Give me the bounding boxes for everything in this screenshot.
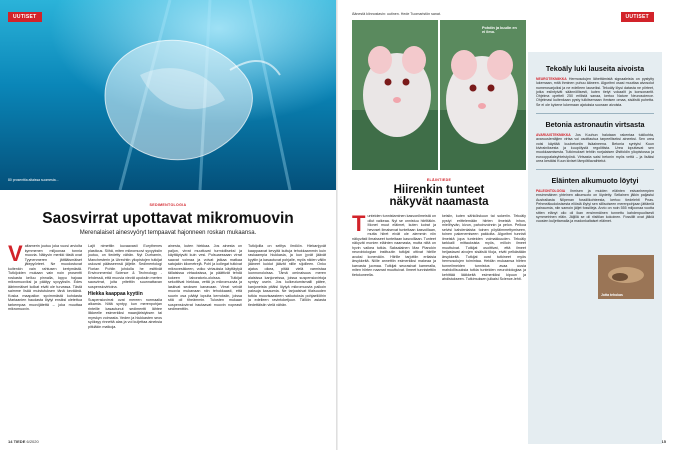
article-headline: Saosvirrat upottavat mikromuovin — [42, 210, 294, 227]
article-column-3 — [168, 244, 242, 440]
article-column-4 — [248, 244, 326, 440]
article-kicker-right: ELÄINTIEDE — [426, 178, 452, 182]
right-column-2-text: keisiin, kuten sähköiskuun tai sokeriin. Tekoäly pystyi erittelemään hiirten ilmeistä inhon, mielihyvän, kivun, pahoinvoinnin ja pelon. Pelkoa selvisi kahdenlaista: toinen pöytäimmettymiseen, toinen pakenemiseen pakkolta. Algoritmi tunnisti ilmeistä jopa tunteiden voimakkuuden. Tekoäly tarkkaili mittauksista myös, milloin ilmeet muuttuivat. Tutkijat osoittivat, että ilmeet heijastavat aivojen sisäisiä tiloja, eivät pelkästään ärsykkeitä. Tutkijat ovat tutkineet myös hermosolujen toimintaa. Heidän mukaansa hiirten tunneilmeiden tunnistus avaa uusia mahdollisuuksia tutkia tunteiden neurobiologiaa ja kehittää lääkkeitä esimerkiksi kipuun ja ahdistukseen. Tutkimuksen julkaisi Science-lehti. — [442, 214, 526, 281]
photo-caption: 80 prosenttia altaissa suomesta... — [8, 178, 59, 182]
article-column-1 — [8, 244, 82, 440]
news-sidebar — [528, 14, 662, 444]
sidebar-kicker-2: AVARUUSTEKNIIKKA — [536, 133, 571, 138]
sidebar-story-3 — [536, 189, 654, 223]
sidebar-kicker-1: NEUROTEKNIIKKA — [536, 77, 567, 81]
column-1-text: altamerin joutuu joka vuosi arviolta kymmenen miljoonaa tonnia muovia. Näkyvin merkki tästä ovat Tyynenmeren jättiläismäiset jätepyörteet. Ne muodostuvat kuitenkin vain rahtusen kertymästä. Tutkijoiden mukaan vain noin prosentti roskasta kelluu pinnalla, loppu hajoaa mikromuoviksi ja päätyy syvyyksiin. Edes äärimmäiset kolkat eivät ole turvassa. Tästä saimme lisää muistutuksen tänä keväänä. Koska maapallon syvimmästä kohdasta Mariaanien haudasta löytyi ensiksi oletettua tarkempaa muovijätettä – joka muuttaa mikromuovin. — [8, 244, 82, 311]
plastic-bag-image — [0, 0, 336, 190]
right-column-1-text: unteiden tunnistaminen kasvonilmeistä on ollut vaikeaa. Nyt se onnistuu hiiriltäkin. Monet muut eläimet, kuten koirat ja hevoset ilmaisevat tunteitaan kasvoillaan, mutta hiiret eivät ole aiemmin niin näkyvästi ilmaisseet tunteitaan kasvoillaan. Tunteet näkyvät monien eläinten naamasta, mutta niitä on hyvin vaikea tutkia. Saksalainen Max Planckin neurobiologian instituutin tutkijat ottivat hiirille avuksi konenäön. Hiirille tarjottiin erilaisia ärsykkeitä. Niille annettiin esimerkiksi makeaa ja karvasta juomaa. Tutkijat seurasivat kameralla, miten hiirten naamat muuttuivat. Ilmeet tunnistettiin tietokoneella. — [352, 214, 436, 277]
sidebar-story-1 — [536, 77, 654, 107]
column-2-text: Lajit nimettiin kuvaavasti Eurythenes plasticus. Siihä, miten mikromuovi syvyyksiin joutuu, on tiedetty vähän. Nyt Durhamin, Manchesterin ja Utrechtin yliopistojen tutkijat uskovat päässeensä jäljelle. Sedimentologi Florian Pohlin johdolla he esittivät Environmental Science & Technology -lehdessä, että muovia vievät upoksiin merten saosvirrat, joita yritettiin suunnattavan suspensiovirtoina. — [88, 244, 162, 289]
left-folio — [8, 439, 39, 444]
page-number-right: 15 — [661, 439, 666, 444]
column-4-text: Tutkijoilla on selitys ilmiöön. Hiekanjyvät kaappaavat kevyitä kuituja tehokkaammin kuin raskaampia hiukkasia, ja kun jyvät jäävät kyytiin ja kasautuvat pohjalle, myös niiden väliin jääneet kuidut jäävät niille sijoilleen. Onko ajatus oikea, pitää vielä varmistaa luonnonoloissa. Tämä ominaisuus meren alaisissa kanjoneissa, joissa suspensiovirtoja syntyy usein. Jos kulkeutumismalli pätee, kanjoneista pitäisi löytyä mikromuovia paikoin paksuja kasaumia. Ne tarjoaisivat tilaisuuden tutkia muovisaasteen vaikutuksia pohjaeliöihin ja edelleen ravintoketjuun. Tällöin asiasta tiedettäisiin vielä vähän. — [248, 244, 326, 307]
section-tag-right: UUTISET — [621, 12, 655, 22]
issue-number: 6/2020 — [26, 439, 39, 444]
sidebar-story-2 — [536, 133, 654, 163]
underwater-plastic-bag-photo — [0, 0, 336, 190]
top-caption: Äänestä kiinnostavin: uutinen. Hede Tuomaristön sanat. — [352, 12, 441, 16]
sidebar-text-2: Jos Kuuhun halutaan rakentaa tukikohta, avaruuslentäjien virtsa voi osoittautua tarpeelliseksi aineeksi. Sen urea voisi käyttää kuubetoniin lisäaineena. Betonia syntyisi Kuun kivirainiksesta ja kuupölystä regoliitista. Urea loputtavat sen muokkaamisesta. Tutkimukset tehtiin norjalaisen Østfoldin yliopistossa ja eurooppalaisyhteistyönä. Virtsasta saisi betonin myös vettä – ja lisäksi urea kestäisi Kuun kiviset lämpötilavaihtelut. — [536, 133, 655, 163]
sidebar-heading-2: Betonia astronautin virtsasta — [545, 120, 645, 130]
left-page — [0, 0, 336, 450]
section-tag: UUTISET — [8, 12, 42, 22]
article-column-2 — [88, 244, 162, 440]
article-right-column-2 — [442, 214, 526, 440]
mouse-photo — [352, 20, 526, 170]
drop-cap: V — [8, 244, 23, 266]
drop-cap-right: T — [352, 214, 366, 236]
article-headline-right — [352, 184, 526, 208]
sidebar-text-1: Hermosolujen lähettämistä signaaleista on pystytty lukemaan, mitä ihminen puhuu ääneen. Algoritmi osasi muuttaa aivosolut numerosarjoiksi ja ne edelleen lauseiksi. Tekoäly löysi datasta ne piirteet, jotka esiintyivät säännöllisesti, kuten tietyt vokaalit ja konsonantit. Ohjelma opetteli 250 erillistä sanaa, kertoo Nature Neuroscience. Ohjelmasi kuitenkaan pysty tulkitsemaan ihmisen omaa, sisäistä puhetta. Se ei ole kykene lukemaan ajatuksia suoraan aivoista. — [536, 77, 655, 107]
sidebar-story-3-wrap — [536, 189, 654, 299]
sidebar-divider-1 — [536, 113, 654, 114]
fossil-photo — [598, 255, 654, 299]
article-lead: Merenalaiset ainesvyöryt tempaavat hajonneen roskan mukaansa. — [79, 230, 257, 236]
sidebar-heading-3: Eläinten alkumuoto löytyi — [551, 176, 639, 186]
page-number: 14 — [8, 439, 13, 444]
headline-line-2: näkyvät naamasta — [389, 196, 489, 208]
fossil-label: Jotta tehokas — [601, 293, 623, 298]
sidebar-kicker-3: PALEONTOLOGIA — [536, 189, 566, 194]
sidebar-text-3: Ihmisen ja muiden eläinten esivanhempien ensimmäinen yhteinen alkumuoto on löydetty. Sellainen jäikin paljastui Australiasta Nilpenan fossiilikohteesta, kertoo tiedelehti Pnas. Pehmeäkudoksisesta eliöstä löytyi sen sillisoiseen merenpohjaan jättämiä painaumia, niin samoin jäljet fossiileja. Arvio on noin 555 miljoonaa vuotta sitten elänyt olio oli ikan ensimmäinen tunnettu kahdenpuolisesti symmetrinen eläin. Jäljillä se oli riisitilan kokoinen. — [536, 189, 654, 219]
column-3-text: ainesta, kuten hiekkaa. Jos ainesta on paljon, virrat muuttuvat turmiolliseksi ja käyttäytyvät kuin vesi. Pulsuaessaan virrat saavat voimaa ja voivat jatkaa matkaa satojakin kilometrejä. Pohl ja kollegat tutkivat mikrovesikkeen, voiko virtauksia käyttäytyä tällaisissa virtauksissa, ja päättivät tehdä kokeen laboratorio-oloissa. Tutkijat sekoittivat hiekkaa, vettä ja mikromuovia ja laskivat seoksen kanavaan. Virrat veivät muovia mukanaan niin tehokkaasti, että suurin osa päätyi lopulta kerroksiin, joissa sitä oli tiheämmin. Tulosten mukaan suspensiovirrat hautaavat muovin nopeasti sedimenttiin. — [168, 244, 242, 311]
sidebar-heading-1: Tekoäly luki lauseita aivoista — [545, 64, 645, 73]
column-2b-text: Suspensiovirrat ovat mereen normaalia alkamia. Niitä syntyy, kun merenpohjan rinteille kasautunut sedimentti lähtee liikkeelle esimerkiksi maanjäristyksen tai myrskyn voimasta. Veden ja hiukkasten seos syöksyy rinnettä alas ja voi kuljettaa aineksia pitkiäkin matkoja. — [88, 297, 162, 329]
magazine-title: TIEDE — [13, 439, 26, 444]
sidebar-divider-2 — [536, 169, 654, 170]
photo-label: Pohdin ja kuulin en ei ilmo. — [482, 26, 517, 34]
article-kicker: SEDIMENTOLOGIA — [149, 203, 187, 207]
article-subhead: Hiekka kaappaa kyytiin — [88, 291, 143, 297]
sidebar-text-3b: Fossiilit ovat jälkiä vuosien kuljettamalla ja madonkaltaiset eläimet. — [536, 214, 654, 224]
mouse-image — [352, 20, 526, 170]
article-right-column-1 — [352, 214, 436, 440]
headline-line-1: Hiirenkin tunteet — [393, 184, 485, 196]
